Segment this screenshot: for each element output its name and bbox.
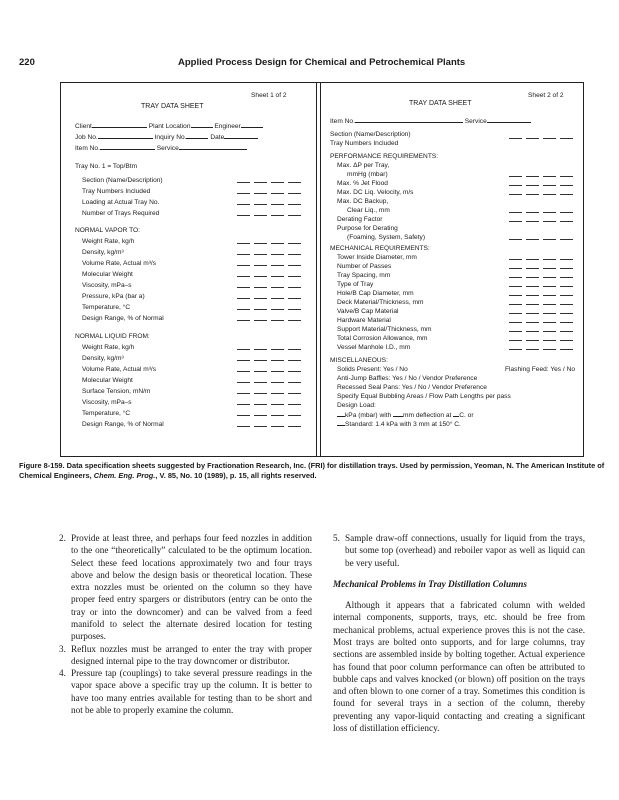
- engineer-label: Engineer: [214, 123, 241, 130]
- entry-blanks: [509, 208, 577, 216]
- item-no-blank: [355, 117, 463, 123]
- sheet1-general-row: Number of Trays Required: [82, 210, 160, 217]
- list-item-number: 2.: [59, 533, 66, 543]
- mechanical-row: Hole/B Cap Diameter, mm: [337, 290, 414, 297]
- sheet1-vapor-row: Volume Rate, Actual m³/s: [82, 260, 157, 267]
- entry-blanks: [509, 282, 577, 290]
- list-item: [59, 532, 312, 643]
- performance-row: Max. DC Backup,: [337, 198, 389, 205]
- sheet1-vapor-row: Weight Rate, kg/h: [82, 238, 135, 245]
- list-item-number: 5.: [333, 533, 340, 543]
- sheet1-vapor-row: Molecular Weight: [82, 271, 133, 278]
- list-item-text: Pressure tap (couplings) to take several pressure readings in the vapor space above a specific tray up the column. It is better to have too many entries available for testing than to be short and not be able to properly examine the column.: [71, 668, 312, 715]
- design-load-blank: [337, 420, 345, 426]
- entry-blanks: [237, 345, 305, 353]
- entry-blanks: [237, 211, 305, 219]
- caption-journal: Chem. Eng. Prog.: [93, 471, 156, 481]
- entry-blanks: [237, 367, 305, 375]
- figure-caption: [19, 461, 609, 481]
- job-no-field: [75, 133, 258, 142]
- sheet1-vapor-row: Viscosity, mPa–s: [82, 282, 132, 289]
- design-load-text: kPa (mbar) with: [345, 412, 392, 419]
- sheet1-vapor-row: Temperature, °C: [82, 304, 131, 311]
- entry-blanks: [237, 272, 305, 280]
- entry-blanks: [237, 294, 305, 302]
- misc-flashing: Flashing Feed: Yes / No: [505, 366, 576, 373]
- entry-blanks: [509, 264, 577, 272]
- item-no-label: Item No.: [75, 145, 100, 152]
- mechanical-row: Hardware Material: [337, 317, 391, 324]
- running-title: Applied Process Design for Chemical and Petrochemical Plants: [178, 57, 466, 68]
- mechanical-row: Support Material/Thickness, mm: [337, 326, 432, 333]
- caption-text: Figure 8-159. Data specification sheets suggested by Fractionation Research, Inc. (FRI) for distillation trays. Used by permission, Yeoman, N. The American Institute of Chemical Engineers,: [19, 461, 605, 481]
- performance-row: mmHg (mbar): [347, 171, 388, 178]
- entry-blanks: [237, 305, 305, 313]
- service-label: Service: [464, 118, 487, 125]
- sheet1-general-row: Tray Numbers Included: [82, 188, 151, 195]
- list-item-text: Provide at least three, and perhaps four feed nozzles in addition to the one “theoretically” calculated to be the optimum location. Select these feed locations approximately two and four trays above and below the design basis or theoretical location. These extra nozzles must be oriented on the column so they have proper feed entry spargers or distributors (entry can be onto the tray or into the downcomer) and can be valved from a feed manifold to select the alternate desired location for testing purposes.: [71, 533, 312, 642]
- sheet-title: TRAY DATA SHEET: [409, 100, 472, 107]
- entry-blanks: [509, 300, 577, 308]
- list-item-number: 3.: [59, 643, 66, 654]
- entry-blanks: [237, 261, 305, 269]
- vapor-heading: NORMAL VAPOR TO:: [75, 227, 140, 234]
- entry-blanks: [509, 255, 577, 263]
- performance-row: Max. DC Liq. Velocity, m/s: [337, 189, 414, 196]
- engineer-blank: [241, 122, 263, 128]
- entry-blanks: [509, 345, 577, 353]
- sheet-number: Sheet 1 of 2: [251, 92, 287, 99]
- item-no-label: Item No.: [330, 118, 355, 125]
- mechanical-row: Deck Material/Thickness, mm: [337, 299, 424, 306]
- performance-row: Max. % Jet Flood: [337, 180, 388, 187]
- body-column-left: [59, 532, 312, 716]
- sheet1-liquid-row: Design Range, % of Normal: [82, 421, 164, 428]
- body-paragraph: Although it appears that a fabricated column with welded internal components, supports, trays, etc. should be free from mechanical problems, actual experience proves this is not the case. Most trays are bolted onto supports, and for large columns, tray sections are assembled inside by bolting together. Actual experience has found that poor column performance can often be attributed to bubble caps and valves knocked (or blown) off position on the trays and often blown to one corner of a tray. Sometimes this condition is found for several trays in a section of the column, thereby preventing any vapor-liquid contacting and creating a significant loss of distillation efficiency.: [333, 600, 585, 733]
- performance-row: (Foaming, System, Safety): [347, 234, 426, 241]
- list-item: [333, 532, 585, 569]
- list-item-text: Sample draw-off connections, usually for liquid from the trays, but some top (overhead) and reboiler vapor as well as liquid can be very useful.: [345, 533, 585, 568]
- performance-row: Clear Liq., mm: [347, 207, 390, 214]
- entry-blanks: [237, 316, 305, 324]
- entry-blanks: [509, 336, 577, 344]
- sheet1-liquid-row: Surface Tension, mN/m: [82, 388, 151, 395]
- inquiry-no-blank: [186, 133, 208, 139]
- client-blank: [92, 122, 147, 128]
- entry-blanks: [237, 389, 305, 397]
- sheet1-liquid-row: Weight Rate, kg/h: [82, 344, 135, 351]
- job-no-label: Job No.: [75, 134, 98, 141]
- tray-numbering-note: Tray No. 1 = Top/Btm: [75, 163, 138, 170]
- entry-blanks: [237, 411, 305, 419]
- date-label: Date: [210, 134, 225, 141]
- list-item-number: 4.: [59, 668, 66, 679]
- performance-heading: PERFORMANCE REQUIREMENTS:: [330, 153, 439, 160]
- liquid-heading: NORMAL LIQUID FROM:: [75, 333, 150, 340]
- tray-numbers-label: Tray Numbers Included: [330, 140, 399, 147]
- entry-blanks: [237, 400, 305, 408]
- design-load-line-1: [337, 411, 474, 420]
- design-load-line-2: [337, 420, 461, 429]
- misc-row: Design Load:: [337, 402, 376, 409]
- sheet-number: Sheet 2 of 2: [528, 92, 564, 99]
- entry-blanks: [237, 189, 305, 197]
- list-item-text: Reflux nozzles must be arranged to enter the tray with proper designed internal pipe to the tray downcomer or distributor.: [71, 643, 312, 666]
- misc-row: Anti-Jump Baffles: Yes / No / Vendor Preference: [337, 375, 478, 382]
- plant-location-blank: [191, 122, 213, 128]
- mechanical-row: Number of Passes: [337, 263, 392, 270]
- sheet1-liquid-row: Molecular Weight: [82, 377, 133, 384]
- page-number: 220: [19, 57, 35, 68]
- performance-row: Max. ΔP per Tray,: [337, 162, 390, 169]
- entry-blanks: [509, 309, 577, 317]
- design-load-blank: [337, 411, 345, 417]
- entry-blanks: [509, 181, 577, 189]
- performance-row: Derating Factor: [337, 216, 383, 223]
- section-subheading: Mechanical Problems in Tray Distillation Columns: [333, 578, 527, 589]
- list-item: [59, 667, 312, 716]
- entry-blanks: [237, 378, 305, 386]
- entry-blanks: [509, 291, 577, 299]
- entry-blanks: [509, 190, 577, 198]
- performance-row: Purpose for Derating: [337, 225, 398, 232]
- sheet1-vapor-row: Pressure, kPa (bar a): [82, 293, 145, 300]
- sheet1-vapor-row: Density, kg/m³: [82, 249, 124, 256]
- sheet1-liquid-row: Volume Rate, Actual m³/s: [82, 366, 157, 373]
- list-item: [59, 643, 312, 668]
- entry-blanks: [237, 356, 305, 364]
- caption-text: , V. 85, No. 10 (1989), p. 15, all rights reserved.: [155, 471, 317, 481]
- mechanical-heading: MECHANICAL REQUIREMENTS:: [330, 245, 430, 252]
- sheet1-liquid-row: Density, kg/m³: [82, 355, 124, 362]
- mechanical-row: Vessel Manhole I.D., mm: [337, 344, 411, 351]
- design-load-text: C. or: [459, 412, 474, 419]
- mechanical-row: Tray Spacing, mm: [337, 272, 391, 279]
- entry-blanks: [237, 239, 305, 247]
- entry-blanks: [509, 134, 577, 142]
- entry-blanks: [237, 250, 305, 258]
- entry-blanks: [509, 235, 577, 243]
- entry-blanks: [509, 318, 577, 326]
- design-load-blank: [393, 411, 403, 417]
- sheet1-vapor-row: Design Range, % of Normal: [82, 315, 164, 322]
- item-no-blank: [100, 144, 155, 150]
- date-blank: [224, 133, 258, 139]
- sheet1-liquid-row: Temperature, °C: [82, 410, 131, 417]
- item-no-field: [75, 144, 247, 153]
- entry-blanks: [237, 200, 305, 208]
- inquiry-no-label: Inquiry No.: [154, 134, 187, 141]
- item-no-field: [330, 117, 531, 126]
- tray-data-sheet-1: [61, 83, 316, 456]
- service-blank: [487, 117, 531, 123]
- sheet-title: TRAY DATA SHEET: [141, 103, 204, 110]
- entry-blanks: [509, 217, 577, 225]
- section-label: Section (Name/Description): [330, 131, 411, 138]
- service-blank: [179, 144, 247, 150]
- job-no-blank: [98, 133, 153, 139]
- client-field: [75, 122, 263, 131]
- entry-blanks: [237, 178, 305, 186]
- mechanical-row: Tower Inside Diameter, mm: [337, 254, 417, 261]
- sheet1-general-row: Section (Name/Description): [82, 177, 163, 184]
- body-column-right: [333, 532, 585, 734]
- entry-blanks: [237, 422, 305, 430]
- plant-location-label: Plant Location: [148, 123, 191, 130]
- sheet1-general-row: Loading at Actual Tray No.: [82, 199, 160, 206]
- entry-blanks: [509, 273, 577, 281]
- sheet1-liquid-row: Viscosity, mPa–s: [82, 399, 132, 406]
- entry-blanks: [509, 172, 577, 180]
- mechanical-row: Valve/B Cap Material: [337, 308, 399, 315]
- misc-solids: Solids Present: Yes / No: [337, 366, 408, 373]
- entry-blanks: [509, 327, 577, 335]
- client-label: Client: [75, 123, 92, 130]
- entry-blanks: [237, 283, 305, 291]
- misc-row: Recessed Seal Pans: Yes / No / Vendor Preference: [337, 384, 487, 391]
- misc-row: Specify Equal Bubbling Areas / Flow Path Lengths per pass: [337, 393, 511, 400]
- design-load-text: Standard: 1.4 kPa with 3 mm at 150° C.: [345, 421, 461, 428]
- figure-tray-data-sheets: [60, 82, 584, 457]
- design-load-text: mm deflection at: [403, 412, 452, 419]
- service-label: Service: [156, 145, 179, 152]
- misc-heading: MISCELLANEOUS:: [330, 357, 388, 364]
- mechanical-row: Type of Tray: [337, 281, 374, 288]
- tray-data-sheet-2: [321, 83, 583, 456]
- mechanical-row: Total Corrosion Allowance, mm: [337, 335, 428, 342]
